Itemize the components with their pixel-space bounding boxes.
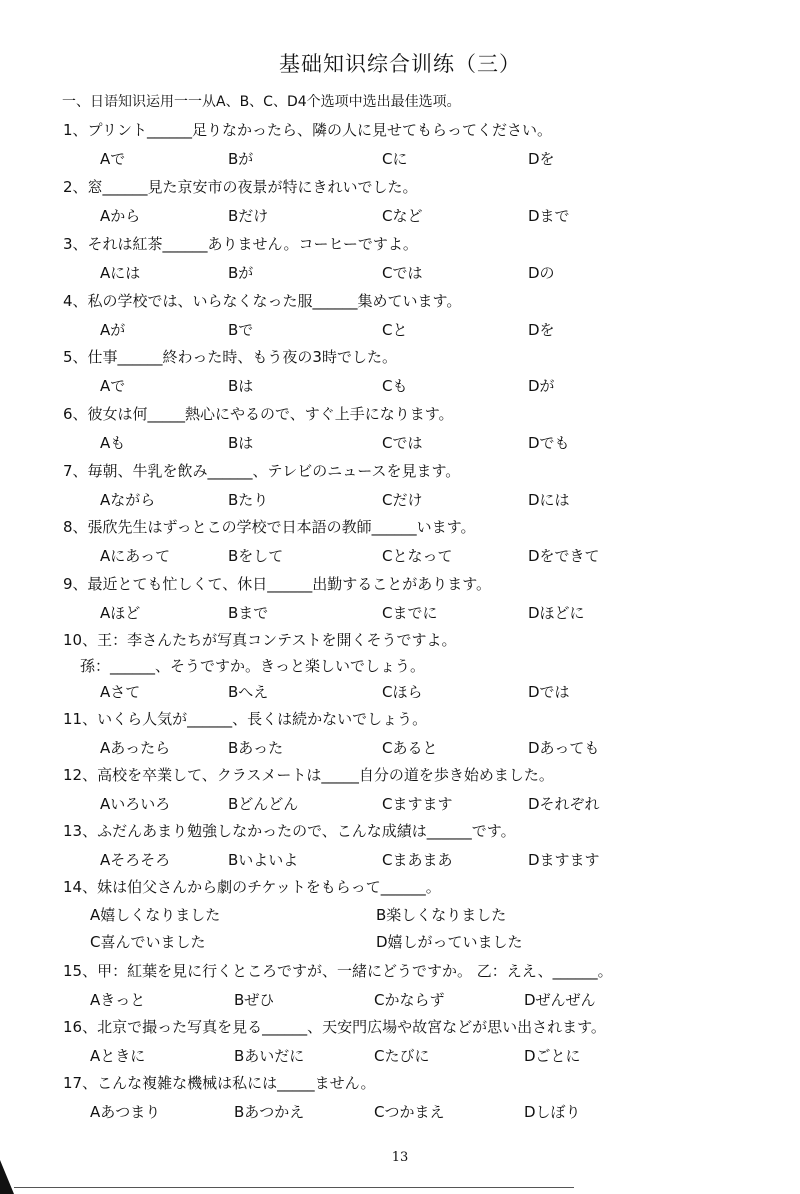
question-4-option-b[interactable]: Bで [228, 321, 254, 339]
question-10-subtext: 孫：______、そうですか。きっと楽しいでしょう。 [80, 657, 426, 675]
question-9-option-c[interactable]: Cまでに [382, 604, 438, 622]
question-2-option-a[interactable]: Aから [100, 207, 141, 225]
question-2-text: 2、窓______見た京安市の夜景が特にきれいでした。 [63, 178, 418, 196]
bottom-rule [14, 1187, 574, 1188]
question-1-text: 1、プリント______足りなかったら、隣の人に見せてもらってください。 [63, 121, 552, 139]
question-3-option-b[interactable]: Bが [228, 264, 254, 282]
question-10-option-c[interactable]: Cほら [382, 683, 423, 701]
question-11-option-c[interactable]: Cあると [382, 739, 438, 757]
question-14-option-d[interactable]: D嬉しがっていました [376, 933, 523, 951]
question-5-option-b[interactable]: Bは [228, 377, 254, 395]
question-15-option-a[interactable]: Aきっと [90, 991, 146, 1009]
question-13-option-a[interactable]: Aそろそろ [100, 851, 171, 869]
question-15-option-b[interactable]: Bぜひ [234, 991, 275, 1009]
question-9-option-a[interactable]: Aほど [100, 604, 141, 622]
question-7-option-a[interactable]: Aながら [100, 491, 156, 509]
question-6-option-b[interactable]: Bは [228, 434, 254, 452]
question-12-option-a[interactable]: Aいろいろ [100, 795, 171, 813]
question-5-option-d[interactable]: Dが [528, 377, 555, 395]
question-8-option-b[interactable]: Bをして [228, 547, 284, 565]
page-number: 13 [391, 1150, 409, 1165]
question-5-option-c[interactable]: Cも [382, 377, 408, 395]
question-14-option-b[interactable]: B楽しくなりました [376, 906, 507, 924]
question-12-option-c[interactable]: Cますます [382, 795, 453, 813]
question-13-option-c[interactable]: Cまあまあ [382, 851, 453, 869]
question-17-option-a[interactable]: Aあつまり [90, 1103, 161, 1121]
question-12-option-d[interactable]: Dそれぞれ [528, 795, 600, 813]
question-3-text: 3、それは紅茶______ありません。コーヒーですよ。 [63, 235, 418, 253]
question-1-option-c[interactable]: Cに [382, 150, 408, 168]
question-8-option-a[interactable]: Aにあって [100, 547, 171, 565]
question-8-option-d[interactable]: Dをできて [528, 547, 600, 565]
question-4-option-a[interactable]: Aが [100, 321, 126, 339]
question-11-option-b[interactable]: Bあった [228, 739, 284, 757]
question-3-option-a[interactable]: Aには [100, 264, 141, 282]
question-17-option-b[interactable]: Bあつかえ [234, 1103, 305, 1121]
question-15-option-d[interactable]: Dぜんぜん [524, 991, 596, 1009]
question-10-option-a[interactable]: Aさて [100, 683, 141, 701]
question-15-text: 15、甲：紅葉を見に行くところですが、一緒にどうですか。 乙：ええ、______。 [63, 962, 613, 980]
question-2-option-b[interactable]: Bだけ [228, 207, 269, 225]
question-14-option-c[interactable]: C喜んでいました [90, 933, 206, 951]
question-10-option-d[interactable]: Dでは [528, 683, 570, 701]
question-1-option-a[interactable]: Aで [100, 150, 126, 168]
question-1-option-b[interactable]: Bが [228, 150, 254, 168]
question-17-option-c[interactable]: Cつかまえ [374, 1103, 445, 1121]
page-title: 基础知识综合训练（三） [279, 52, 521, 76]
question-5-option-a[interactable]: Aで [100, 377, 126, 395]
question-7-option-c[interactable]: Cだけ [382, 491, 423, 509]
question-5-text: 5、仕事______終わった時、もう夜の3時でした。 [63, 348, 397, 366]
question-4-text: 4、私の学校では、いらなくなった服______集めています。 [63, 292, 462, 310]
question-10-text: 10、王：李さんたちが写真コンテストを開くそうですよ。 [63, 631, 457, 649]
question-10-option-b[interactable]: Bへえ [228, 683, 269, 701]
question-11-option-a[interactable]: Aあったら [100, 739, 171, 757]
question-13-option-d[interactable]: Dますます [528, 851, 600, 869]
question-16-option-a[interactable]: Aときに [90, 1047, 146, 1065]
question-14-option-a[interactable]: A嬉しくなりました [90, 906, 221, 924]
question-9-option-b[interactable]: Bまで [228, 604, 269, 622]
question-9-text: 9、最近とても忙しくて、休日______出勤することがあります。 [63, 575, 492, 593]
question-13-option-b[interactable]: Bいよいよ [228, 851, 299, 869]
question-1-option-d[interactable]: Dを [528, 150, 555, 168]
question-16-option-d[interactable]: Dごとに [524, 1047, 581, 1065]
question-12-text: 12、高校を卒業して、クラスメートは_____自分の道を歩き始めました。 [63, 766, 554, 784]
question-7-option-b[interactable]: Bたり [228, 491, 269, 509]
question-6-option-d[interactable]: Dでも [528, 434, 570, 452]
question-16-text: 16、北京で撮った写真を見る______、天安門広場や故宮などが思い出されます。 [63, 1018, 606, 1036]
question-7-text: 7、毎朝、牛乳を飲み______、テレビのニュースを見ます。 [63, 462, 461, 480]
question-11-option-d[interactable]: Dあっても [528, 739, 600, 757]
question-17-text: 17、こんな複雑な機械は私には_____ません。 [63, 1074, 376, 1092]
question-4-option-d[interactable]: Dを [528, 321, 555, 339]
question-14-text: 14、妹は伯父さんから劇のチケットをもらって______。 [63, 878, 441, 896]
question-6-option-a[interactable]: Aも [100, 434, 126, 452]
question-13-text: 13、ふだんあまり勉強しなかったので、こんな成績は______です。 [63, 822, 516, 840]
question-6-text: 6、彼女は何_____熱心にやるので、すぐ上手になります。 [63, 405, 454, 423]
scan-corner-mark [0, 1160, 14, 1194]
question-3-option-c[interactable]: Cでは [382, 264, 423, 282]
question-15-option-c[interactable]: Cかならず [374, 991, 445, 1009]
question-16-option-c[interactable]: Cたびに [374, 1047, 430, 1065]
question-8-text: 8、張欣先生はずっとこの学校で日本語の教師______います。 [63, 518, 476, 536]
question-12-option-b[interactable]: Bどんどん [228, 795, 299, 813]
question-9-option-d[interactable]: Dほどに [528, 604, 585, 622]
question-7-option-d[interactable]: Dには [528, 491, 570, 509]
question-3-option-d[interactable]: Dの [528, 264, 555, 282]
question-2-option-d[interactable]: Dまで [528, 207, 570, 225]
question-16-option-b[interactable]: Bあいだに [234, 1047, 305, 1065]
question-8-option-c[interactable]: Cとなって [382, 547, 453, 565]
question-2-option-c[interactable]: Cなど [382, 207, 423, 225]
instruction-text: 一、日语知识运用一一从A、B、C、D4个选项中选出最佳选项。 [62, 94, 461, 110]
question-11-text: 11、いくら人気が______、長くは続かないでしょう。 [63, 710, 428, 728]
question-17-option-d[interactable]: Dしぼり [524, 1103, 581, 1121]
question-6-option-c[interactable]: Cでは [382, 434, 423, 452]
question-4-option-c[interactable]: Cと [382, 321, 408, 339]
